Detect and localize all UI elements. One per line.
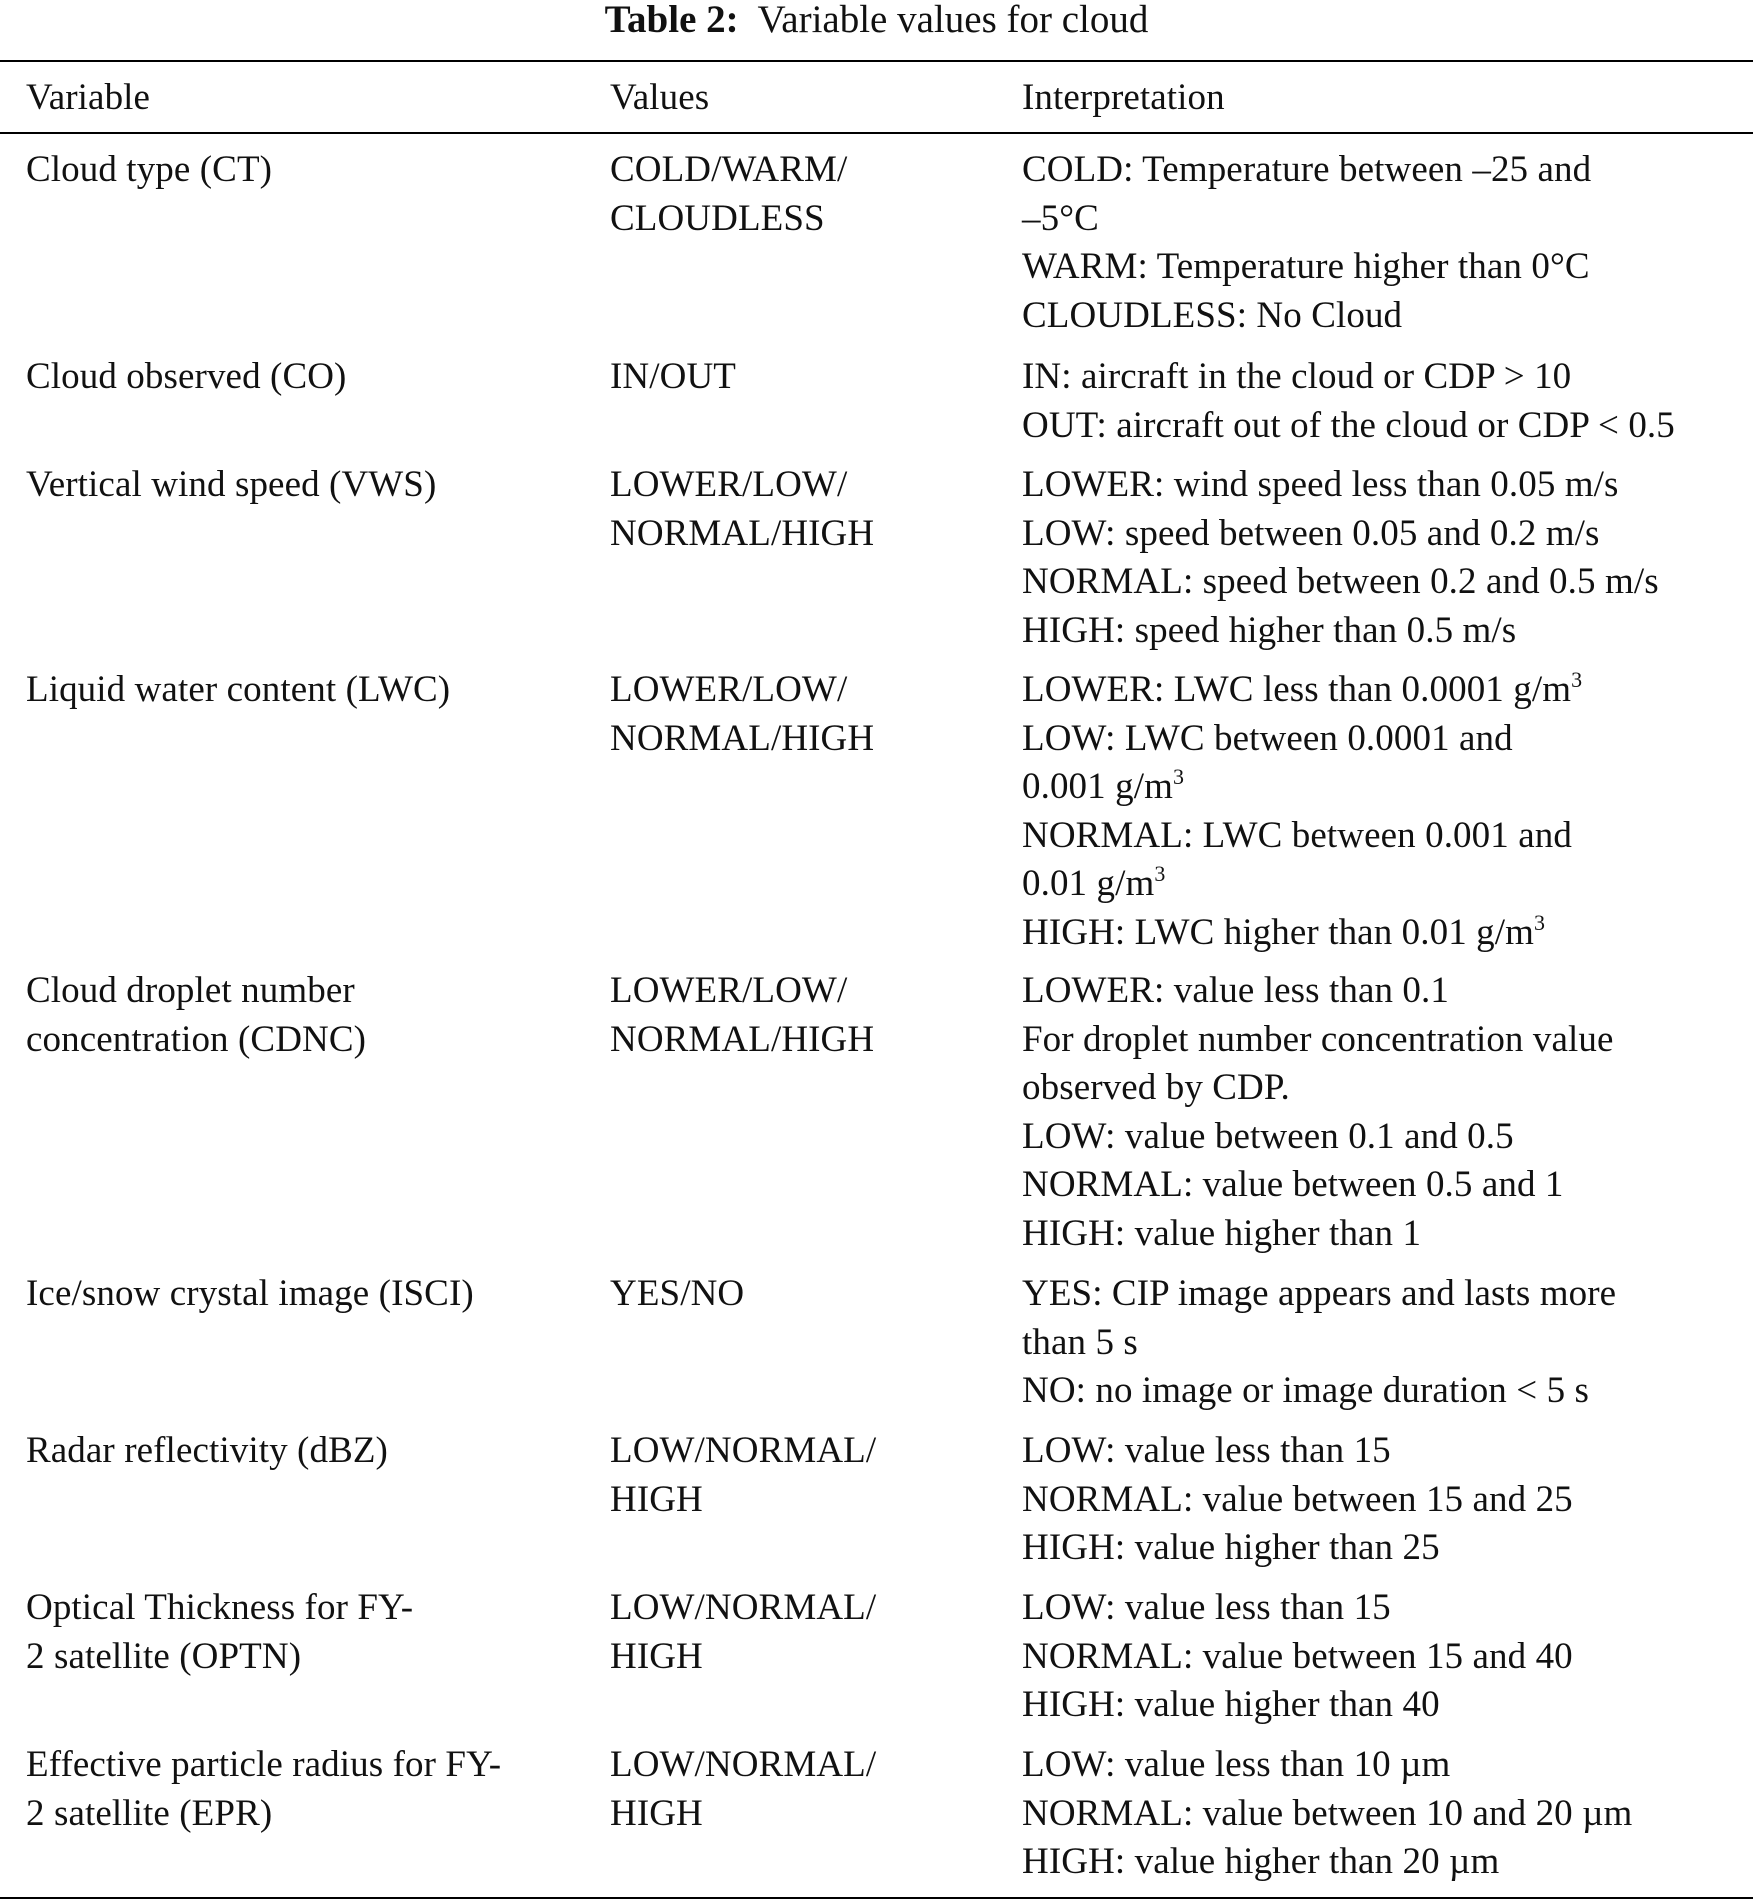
variable-line: Liquid water content (LWC) bbox=[26, 669, 451, 710]
interpretation-line bbox=[1022, 1210, 1614, 1259]
values-cell bbox=[610, 353, 736, 402]
variable-line: Cloud type (CT) bbox=[26, 149, 273, 190]
interpretation-line bbox=[1022, 1633, 1573, 1682]
table-caption-title: Variable values for cloud bbox=[757, 0, 1149, 41]
interpretation-text: WARM: Temperature higher than 0°C bbox=[1022, 246, 1590, 287]
interpretation-text: –5°C bbox=[1022, 197, 1099, 239]
interpretation-text: LOW: value less than 15 bbox=[1022, 1587, 1391, 1628]
superscript: 3 bbox=[1154, 861, 1166, 886]
interpretation-line bbox=[1022, 1319, 1616, 1368]
interpretation-text: CLOUDLESS: No Cloud bbox=[1022, 294, 1403, 336]
interpretation-line bbox=[1022, 967, 1614, 1016]
interpretation-cell bbox=[1022, 461, 1659, 655]
values-cell bbox=[610, 461, 874, 558]
interpretation-text: NORMAL: speed between 0.2 and 0.5 m/s bbox=[1022, 561, 1659, 602]
variable-line: 2 satellite (OPTN) bbox=[26, 1635, 302, 1677]
interpretation-cell bbox=[1022, 146, 1591, 340]
variable-cell bbox=[26, 353, 346, 402]
header-values: Values bbox=[610, 77, 710, 118]
interpretation-text: LOW: LWC between 0.0001 and bbox=[1022, 717, 1513, 759]
interpretation-line bbox=[1022, 146, 1591, 195]
interpretation-text: 0.001 g/m bbox=[1022, 766, 1173, 807]
interpretation-line bbox=[1022, 510, 1659, 559]
interpretation-text: YES: CIP image appears and lasts more bbox=[1022, 1273, 1617, 1314]
interpretation-line bbox=[1022, 763, 1582, 812]
interpretation-line bbox=[1022, 812, 1582, 861]
interpretation-line bbox=[1022, 1524, 1573, 1573]
interpretation-text: HIGH: value higher than 1 bbox=[1022, 1212, 1422, 1254]
table-bottom-rule bbox=[0, 1897, 1753, 1899]
values-line: NORMAL/HIGH bbox=[610, 512, 875, 554]
interpretation-text: LOW: value less than 15 bbox=[1022, 1430, 1391, 1471]
header-variable: Variable bbox=[26, 77, 151, 118]
interpretation-text: LOWER: value less than 0.1 bbox=[1022, 970, 1449, 1011]
interpretation-text: COLD: Temperature between –25 and bbox=[1022, 149, 1592, 190]
variable-line: Cloud droplet number bbox=[26, 970, 355, 1011]
interpretation-line bbox=[1022, 666, 1582, 715]
interpretation-line bbox=[1022, 461, 1659, 510]
variable-line: Ice/snow crystal image (ISCI) bbox=[26, 1273, 474, 1314]
interpretation-text: than 5 s bbox=[1022, 1321, 1138, 1363]
values-line: COLD/WARM/ bbox=[610, 149, 848, 190]
interpretation-text: LOWER: LWC less than 0.0001 g/m bbox=[1022, 669, 1572, 710]
superscript: 3 bbox=[1534, 909, 1546, 935]
interpretation-line bbox=[1022, 353, 1675, 402]
interpretation-text: OUT: aircraft out of the cloud or CDP < 0.5 bbox=[1022, 404, 1675, 446]
interpretation-text: NORMAL: value between 10 and 20 µm bbox=[1022, 1792, 1633, 1834]
interpretation-cell bbox=[1022, 666, 1582, 957]
values-line: IN/OUT bbox=[610, 356, 736, 397]
variable-line: Cloud observed (CO) bbox=[26, 356, 347, 397]
values-line: HIGH bbox=[610, 1635, 703, 1677]
values-cell bbox=[610, 1270, 744, 1319]
interpretation-line bbox=[1022, 1584, 1573, 1633]
table-caption bbox=[0, 0, 1753, 39]
interpretation-text: NO: no image or image duration < 5 s bbox=[1022, 1370, 1590, 1411]
interpretation-line bbox=[1022, 1064, 1614, 1113]
superscript: 3 bbox=[1571, 667, 1583, 692]
values-line: LOWER/LOW/ bbox=[610, 464, 848, 505]
values-line: LOW/NORMAL/ bbox=[610, 1744, 877, 1785]
variable-cell bbox=[26, 1584, 413, 1681]
interpretation-text: HIGH: speed higher than 0.5 m/s bbox=[1022, 609, 1517, 651]
interpretation-line bbox=[1022, 558, 1659, 607]
interpretation-text: LOWER: wind speed less than 0.05 m/s bbox=[1022, 464, 1619, 505]
values-line: LOWER/LOW/ bbox=[610, 669, 848, 710]
interpretation-line bbox=[1022, 1427, 1573, 1476]
variable-line: Optical Thickness for FY- bbox=[26, 1587, 414, 1628]
values-line: LOW/NORMAL/ bbox=[610, 1587, 877, 1628]
interpretation-line bbox=[1022, 715, 1582, 764]
interpretation-text: HIGH: LWC higher than 0.01 g/m bbox=[1022, 911, 1535, 953]
interpretation-line bbox=[1022, 1161, 1614, 1210]
variable-cell bbox=[26, 1427, 388, 1476]
interpretation-text: LOW: speed between 0.05 and 0.2 m/s bbox=[1022, 512, 1600, 554]
table-top-rule bbox=[0, 60, 1753, 62]
interpretation-line bbox=[1022, 402, 1675, 451]
interpretation-text: observed by CDP. bbox=[1022, 1067, 1290, 1108]
interpretation-line bbox=[1022, 243, 1591, 292]
superscript: 3 bbox=[1172, 764, 1185, 789]
interpretation-text: NORMAL: value between 15 and 40 bbox=[1022, 1635, 1573, 1677]
interpretation-text: NORMAL: value between 15 and 25 bbox=[1022, 1478, 1573, 1520]
interpretation-text: For droplet number concentration value bbox=[1022, 1018, 1614, 1060]
table-header-rule bbox=[0, 132, 1753, 134]
interpretation-line bbox=[1022, 1681, 1573, 1730]
interpretation-line bbox=[1022, 1367, 1616, 1416]
interpretation-text: HIGH: value higher than 20 µm bbox=[1022, 1841, 1500, 1882]
interpretation-cell bbox=[1022, 1427, 1573, 1573]
interpretation-line bbox=[1022, 607, 1659, 656]
values-cell bbox=[610, 1584, 876, 1681]
interpretation-text: LOW: value between 0.1 and 0.5 bbox=[1022, 1115, 1514, 1157]
variable-cell bbox=[26, 1741, 501, 1838]
variable-line: Effective particle radius for FY- bbox=[26, 1744, 502, 1785]
interpretation-text: NORMAL: value between 0.5 and 1 bbox=[1022, 1164, 1564, 1205]
interpretation-cell bbox=[1022, 1270, 1616, 1416]
interpretation-cell bbox=[1022, 967, 1614, 1258]
interpretation-line bbox=[1022, 1016, 1614, 1065]
interpretation-line bbox=[1022, 1113, 1614, 1162]
values-cell bbox=[610, 967, 874, 1064]
values-line: YES/NO bbox=[610, 1273, 745, 1314]
variable-cell bbox=[26, 461, 436, 510]
interpretation-line bbox=[1022, 1270, 1616, 1319]
variable-line: concentration (CDNC) bbox=[26, 1018, 367, 1060]
values-line: LOW/NORMAL/ bbox=[610, 1430, 877, 1471]
interpretation-line bbox=[1022, 292, 1591, 341]
variable-cell bbox=[26, 967, 366, 1064]
interpretation-cell bbox=[1022, 1584, 1573, 1730]
interpretation-line bbox=[1022, 860, 1582, 909]
interpretation-text: HIGH: value higher than 25 bbox=[1022, 1527, 1440, 1568]
table-caption-label: Table 2: bbox=[604, 0, 739, 41]
interpretation-line bbox=[1022, 1476, 1573, 1525]
values-cell bbox=[610, 146, 847, 243]
interpretation-cell bbox=[1022, 1741, 1632, 1887]
values-line: NORMAL/HIGH bbox=[610, 1018, 875, 1060]
values-cell bbox=[610, 666, 874, 763]
variable-line: Vertical wind speed (VWS) bbox=[26, 464, 437, 505]
variable-line: 2 satellite (EPR) bbox=[26, 1792, 273, 1834]
variable-cell bbox=[26, 666, 450, 715]
interpretation-text: IN: aircraft in the cloud or CDP > 10 bbox=[1022, 356, 1572, 397]
variable-cell bbox=[26, 146, 272, 195]
interpretation-text: HIGH: value higher than 40 bbox=[1022, 1684, 1440, 1725]
values-line: HIGH bbox=[610, 1792, 703, 1834]
interpretation-line bbox=[1022, 909, 1582, 958]
variable-cell bbox=[26, 1270, 474, 1319]
values-line: HIGH bbox=[610, 1478, 703, 1520]
values-line: CLOUDLESS bbox=[610, 197, 825, 239]
interpretation-text: 0.01 g/m bbox=[1022, 863, 1155, 904]
interpretation-text: LOW: value less than 10 µm bbox=[1022, 1744, 1451, 1785]
interpretation-line bbox=[1022, 1838, 1632, 1887]
header-interpretation: Interpretation bbox=[1022, 77, 1225, 118]
interpretation-line bbox=[1022, 1790, 1632, 1839]
interpretation-line bbox=[1022, 1741, 1632, 1790]
interpretation-text: NORMAL: LWC between 0.001 and bbox=[1022, 814, 1572, 856]
values-line: NORMAL/HIGH bbox=[610, 717, 875, 759]
variable-line: Radar reflectivity (dBZ) bbox=[26, 1430, 388, 1471]
interpretation-line bbox=[1022, 195, 1591, 244]
interpretation-cell bbox=[1022, 353, 1675, 450]
values-line: LOWER/LOW/ bbox=[610, 970, 848, 1011]
values-cell bbox=[610, 1427, 876, 1524]
values-cell bbox=[610, 1741, 876, 1838]
